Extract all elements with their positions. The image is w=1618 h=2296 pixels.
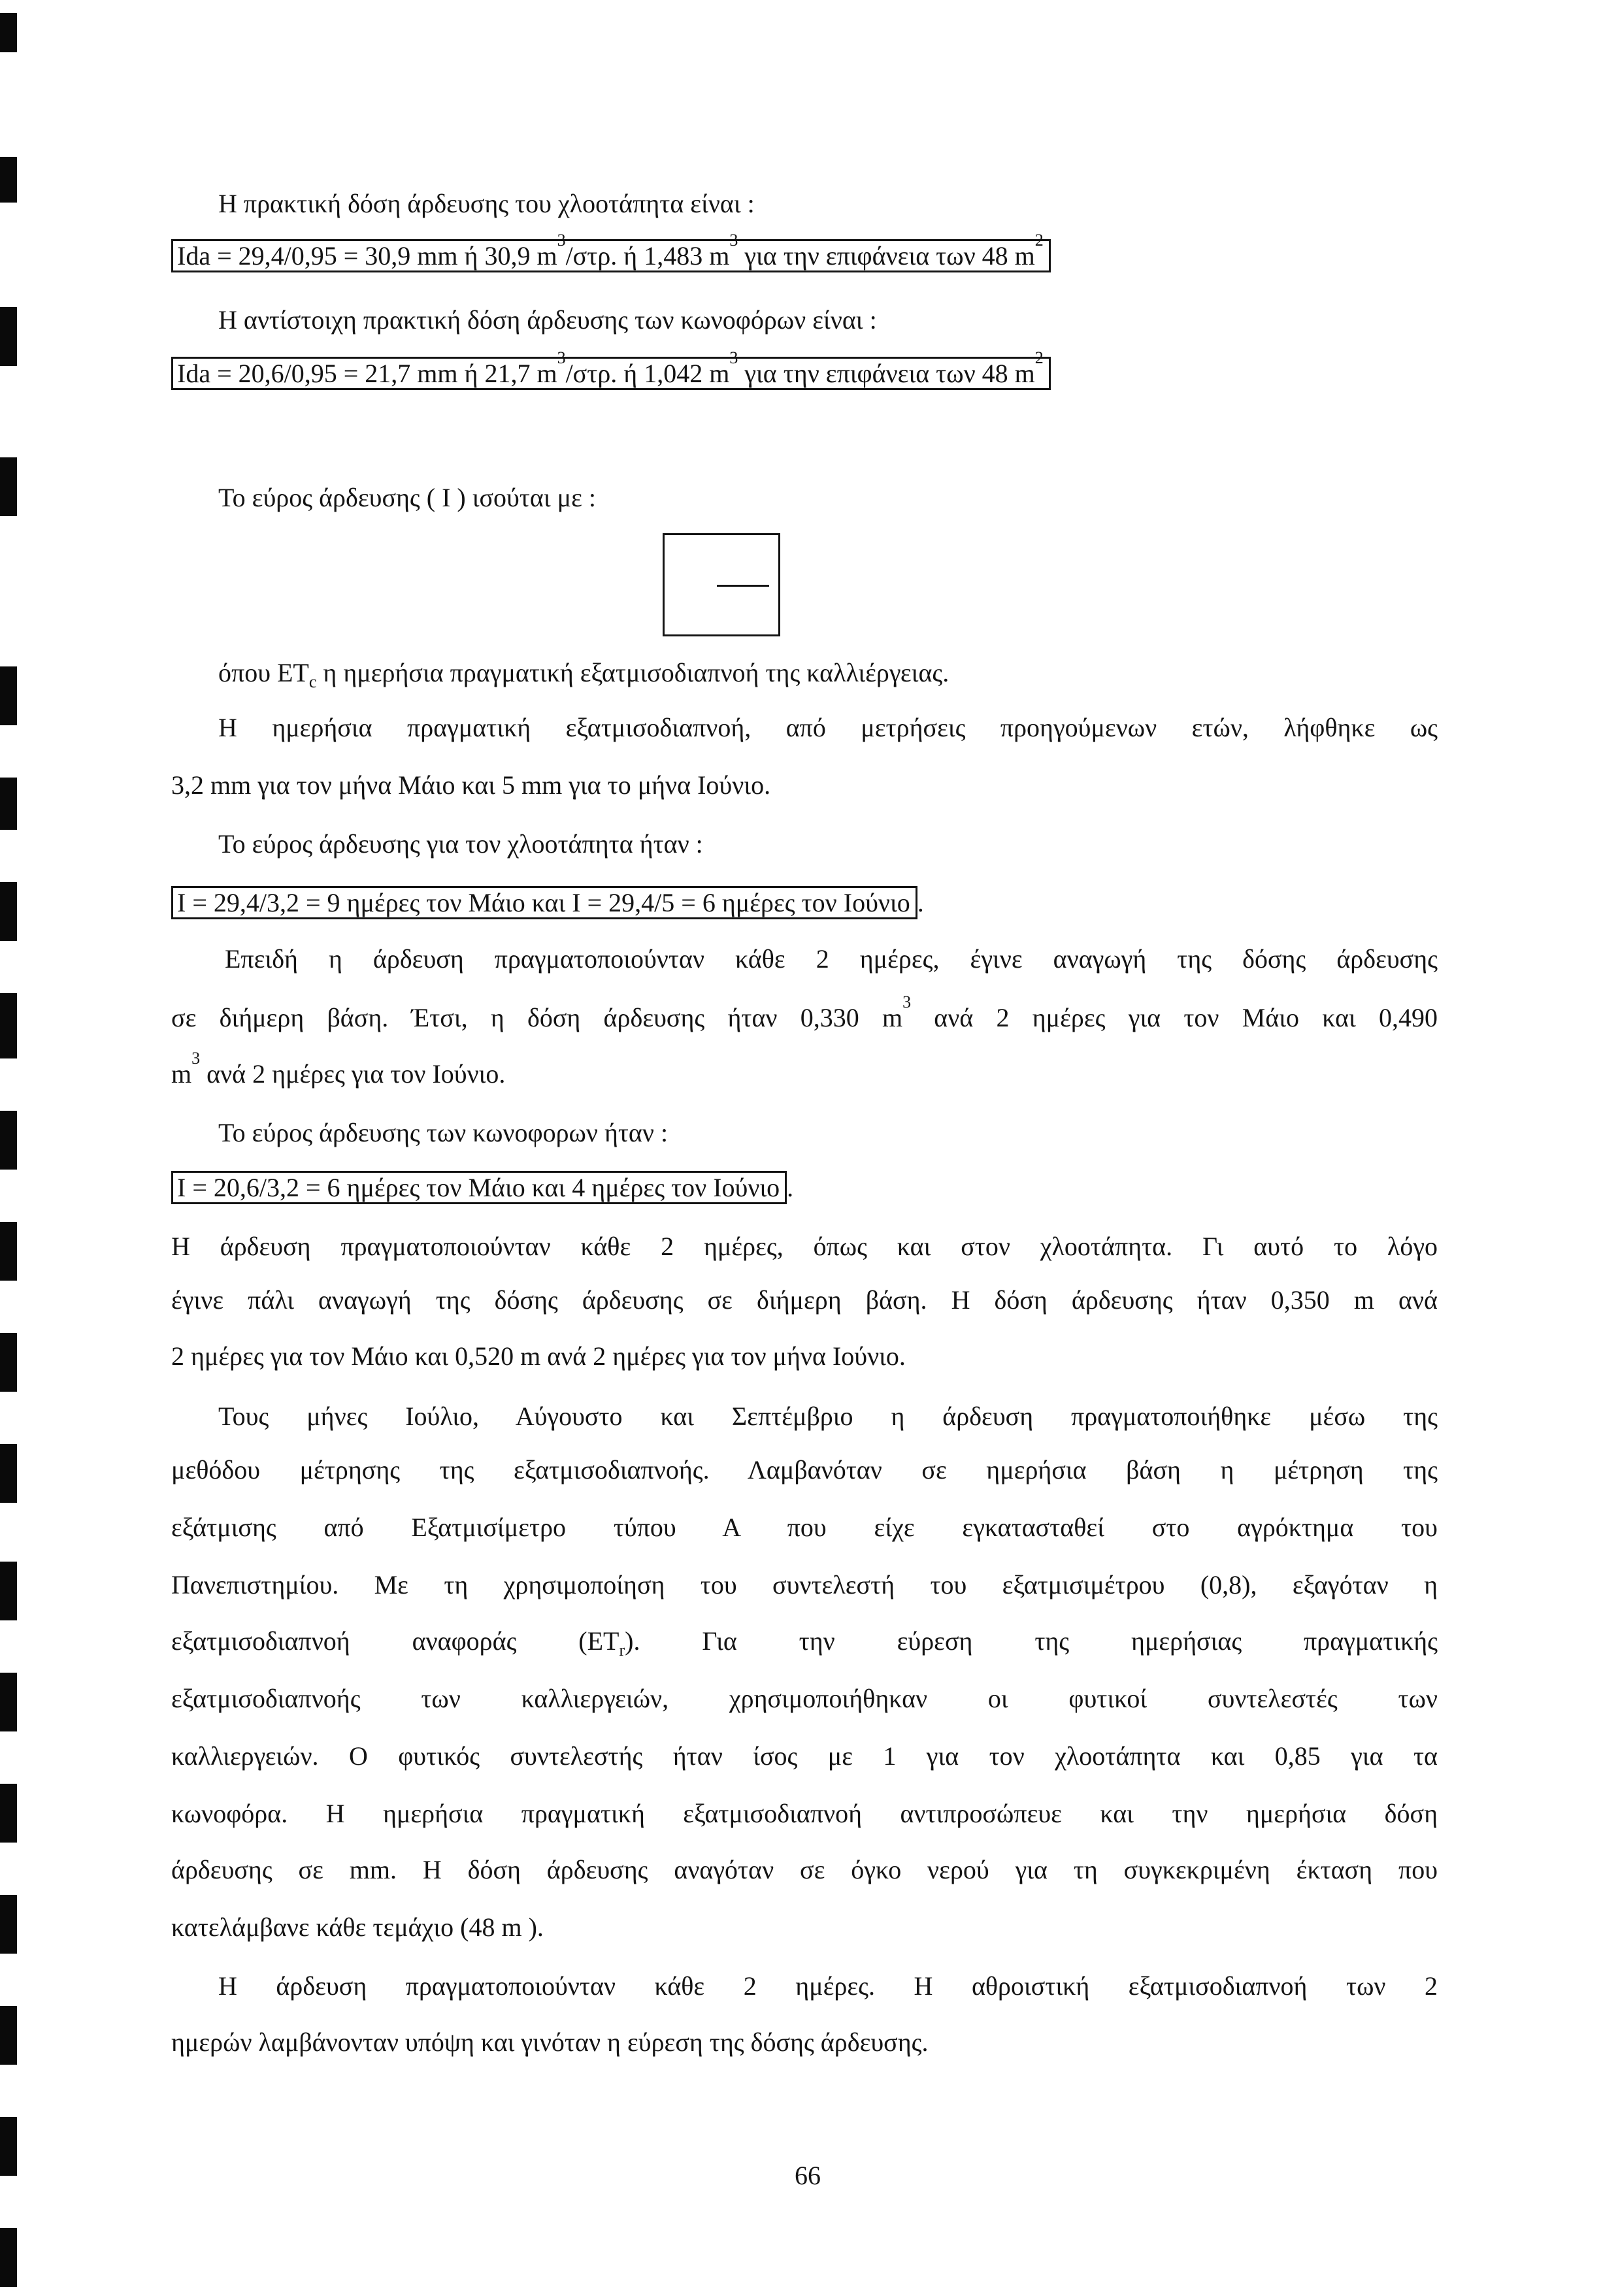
text-line: Το εύρος άρδευσης για τον χλοοτάπητα ήταν : (218, 829, 703, 859)
text-line: Η αντίστοιχη πρακτική δόση άρδευσης των κωνοφόρων είναι : (218, 305, 877, 335)
formula-line (171, 348, 1051, 392)
text-line: 3,2 mm για τον μήνα Μάιο και 5 mm για το μήνα Ιούνιο. (171, 770, 771, 800)
text-line: έγινε πάλι αναγωγή της δόσης άρδευσης σε διήμερη βάση. Η δόση άρδευσης ήταν 0,350 m ανά (171, 1285, 1438, 1315)
text-line: όπου $ET_c$ η ημερήσια πραγματική εξατμισοδιαπνοή της καλλιέργειας. (218, 658, 949, 691)
text-line: μεθόδου μέτρησης της εξατμισοδιαπνοής. Λαμβανόταν σε ημερήσια βάση η μέτρηση της (171, 1455, 1438, 1484)
text-line: 2 ημέρες για τον Μάιο και 0,520 m ανά 2 ημέρες για τον μήνα Ιούνιο. (171, 1341, 906, 1371)
boxed-formula: I = 20,6/3,2 = 6 ημέρες τον Μάιο και 4 ημέρες τον Ιούνιο (171, 1171, 787, 1204)
text-line: κωνοφόρα. Η ημερήσια πραγματική εξατμισοδιαπνοή αντιπροσώπευε και την ημερήσια δόση (171, 1799, 1438, 1828)
boxed-formula: Ida = 20,6/0,95 = 21,7 mm ή 21,7 $m^3$/στρ. ή 1,042 $m^3$ για την επιφάνεια των 48 $m^2$ (171, 357, 1051, 390)
fraction-bar (717, 585, 769, 587)
text-line: Η πρακτική δόση άρδευσης του χλοοτάπητα είναι : (218, 189, 755, 218)
text-line: ημερών λαμβάνονταν υπόψη και γινόταν η εύρεση της δόσης άρδευσης. (171, 2027, 929, 2057)
formula-line: I = 29,4/3,2 = 9 ημέρες τον Μάιο και I = 29,4/5 = 6 ημέρες τον Ιούνιο . (171, 885, 924, 921)
text-line: $m^3$ ανά 2 ημέρες για τον Ιούνιο. (171, 1049, 506, 1089)
text-line: Πανεπιστημίου. Με τη χρησιμοποίηση του συντελεστή του εξατμισιμέτρου (0,8), εξαγόταν η (171, 1570, 1438, 1599)
text-line: εξάτμισης από Εξατμισίμετρο τύπου Α που είχε εγκατασταθεί στο αγρόκτημα του (171, 1513, 1438, 1542)
formula-line: I = 20,6/3,2 = 6 ημέρες τον Μάιο και 4 ημέρες τον Ιούνιο . (171, 1170, 793, 1206)
text-line: καλλιεργειών. Ο φυτικός συντελεστής ήταν ίσος με 1 για τον χλοοτάπητα και 0,85 για τα (171, 1741, 1438, 1771)
text-line: άρδευσης σε mm. Η δόση άρδευσης αναγόταν σε όγκο νερού για τη συγκεκριμένη έκταση που (171, 1855, 1438, 1884)
text-line: Η ημερήσια πραγματική εξατμισοδιαπνοή, από μετρήσεις προηγούμενων ετών, λήφθηκε ως (218, 713, 1438, 742)
text-line: εξατμισοδιαπνοή αναφοράς $(ET_r)$. Για την εύρεση της ημερήσιας πραγματικής (171, 1626, 1438, 1660)
formula-image-box (663, 533, 780, 636)
text-line: Επειδή η άρδευση πραγματοποιούνταν κάθε 2 ημέρες, έγινε αναγωγή της δόσης άρδευσης (225, 944, 1438, 974)
boxed-formula: Ida = 29,4/0,95 = 30,9 mm ή 30,9 $m^3$/στρ. ή 1,483 $m^3$ για την επιφάνεια των 48 $m^2$ (171, 239, 1051, 272)
text-line: σε διήμερη βάση. Έτσι, η δόση άρδευσης ήταν 0,330 $m^3$ ανά 2 ημέρες για τον Μάιο και 0,490 (171, 992, 1438, 1032)
text-line: Το εύρος άρδευσης των κωνοφορων ήταν : (218, 1118, 669, 1147)
boxed-formula: I = 29,4/3,2 = 9 ημέρες τον Μάιο και I = 29,4/5 = 6 ημέρες τον Ιούνιο (171, 886, 917, 919)
text-line: Τους μήνες Ιούλιο, Αύγουστο και Σεπτέμβριο η άρδευση πραγματοποιήθηκε μέσω της (218, 1402, 1438, 1431)
text-line: Η άρδευση πραγματοποιούνταν κάθε 2 ημέρες, όπως και στον χλοοτάπητα. Γι αυτό το λόγο (171, 1232, 1438, 1261)
page-number: 66 (795, 2161, 821, 2190)
text-line: Η άρδευση πραγματοποιούνταν κάθε 2 ημέρες. Η αθροιστική εξατμισοδιαπνοή των 2 (218, 1971, 1438, 2001)
formula-line (171, 231, 1051, 274)
text-line: εξατμισοδιαπνοής των καλλιεργειών, χρησιμοποιήθηκαν οι φυτικοί συντελεστές των (171, 1684, 1438, 1713)
text-line: κατελάμβανε κάθε τεμάχιο (48 m ). (171, 1912, 544, 1942)
text-line: Το εύρος άρδευσης ( I ) ισούται με : (218, 483, 597, 512)
